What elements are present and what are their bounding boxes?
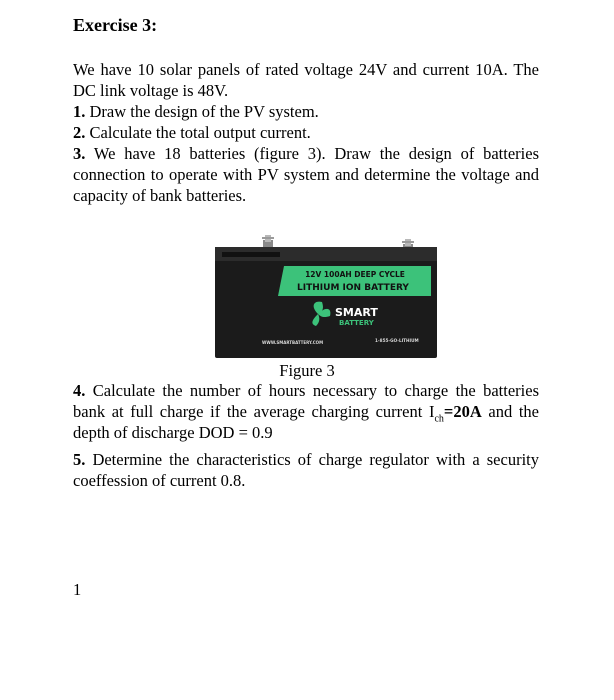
intro-text: We have 10 solar panels of rated voltage 24V and current 10A. The DC link voltage is 48V.	[73, 60, 539, 100]
battery-phone: 1-855-GO-LITHIUM	[375, 338, 419, 343]
page-number: 1	[73, 580, 82, 599]
q5-number: 5.	[73, 450, 86, 469]
battery-website: WWW.SMARTBATTERY.COM	[262, 340, 324, 345]
q5-text: Determine the characteristics of charge regulator with a security coeffession of current 0.8.	[73, 450, 539, 490]
figure-caption: Figure 3	[279, 361, 335, 380]
battery-label-line2: LITHIUM ION BATTERY	[297, 283, 409, 293]
exercise-title: Exercise 3:	[73, 15, 158, 35]
q2-text: Calculate the total output current.	[85, 123, 311, 142]
q4-subscript: ch	[434, 413, 444, 425]
question-4-block	[73, 380, 539, 443]
battery-brand-battery: BATTERY	[339, 319, 374, 327]
question-5-block	[73, 449, 539, 491]
q3-text: We have 18 batteries (figure 3). Draw the design of batteries connection to operate with PV system and determine the voltage and capacity of bank batteries.	[73, 144, 539, 205]
battery-brand-smart: SMART	[335, 306, 378, 319]
battery-figure	[210, 232, 440, 360]
q2-number: 2.	[73, 123, 86, 142]
exercise-intro-block	[73, 59, 539, 206]
q4-number: 4.	[73, 381, 86, 400]
q3-number: 3.	[73, 144, 86, 163]
battery-label-line1: 12V 100AH DEEP CYCLE	[305, 270, 405, 279]
q4-text-b: and the depth of discharge DOD = 0.9	[73, 402, 540, 442]
q4-text-a: Calculate the number of hours necessary to charge the batteries bank at full charge if the average charging current I	[73, 381, 539, 421]
battery-terminal-left	[262, 235, 274, 248]
q1-number: 1.	[73, 102, 86, 121]
q4-current-value: =20A	[443, 402, 482, 421]
q1-text: Draw the design of the PV system.	[85, 102, 319, 121]
